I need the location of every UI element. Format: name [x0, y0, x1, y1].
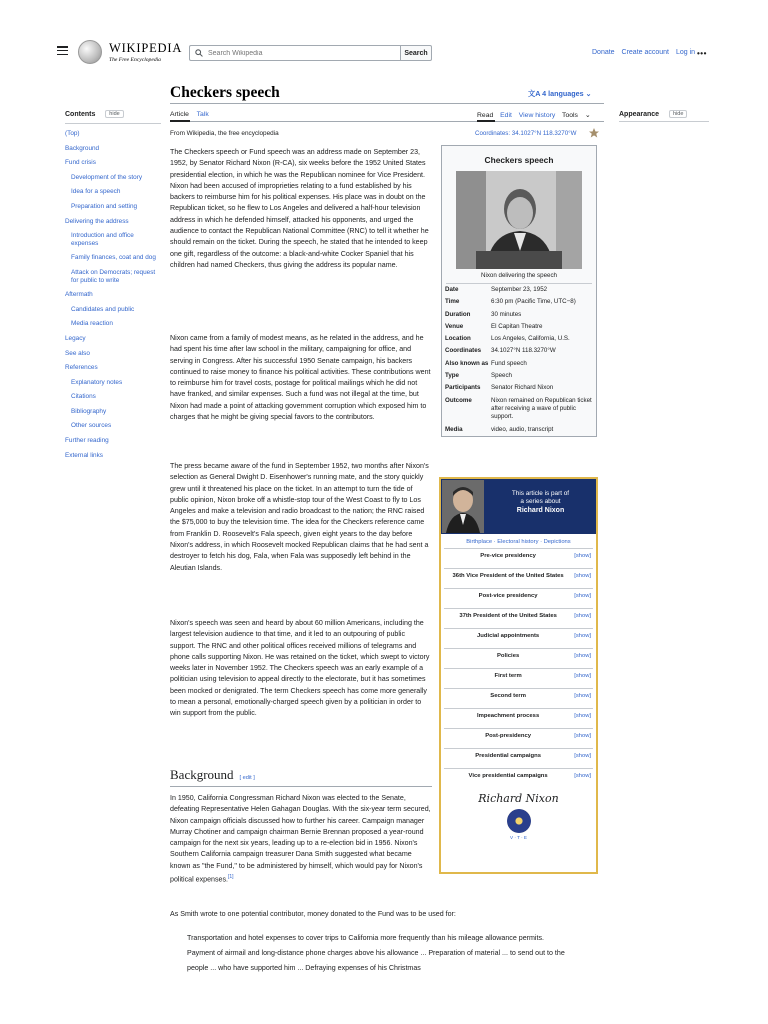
- toc-item[interactable]: Candidates and public: [71, 305, 135, 313]
- toc-item[interactable]: Preparation and setting: [71, 202, 138, 210]
- toc-item[interactable]: Legacy: [65, 334, 86, 342]
- series-row: [444, 568, 593, 588]
- infobox-row: [442, 358, 596, 370]
- toc-item[interactable]: Delivering the address: [65, 217, 129, 225]
- show-toggle-button[interactable]: [show]: [574, 673, 591, 679]
- namespace-tabs: [170, 111, 215, 118]
- toc-item[interactable]: Family finances, coat and dog: [71, 254, 156, 262]
- lead-paragraph-3: The press became aware of the fund in September 1952, two months after Nixon's selection as General Dwight D. Eisenhower's running mate, and the story quickly grew until it threatened his place on the ticket. In an attempt to turn the tide of public opinion, Nixon broke off a whistle-stop tour of the West Coast to fly to Los Angeles and make a television and radio broadcast to the nation; the RNC raised the $75,000 to buy the television time. The idea for the Checkers reference came from Franklin D. Roosevelt's Fala speech, given eight years to the day before Nixon's address, in which Roosevelt mocked Republican claims that he had sent a destroyer to fetch his dog, Fala, when Fala was supposedly left behind in the Aleutian Islands.: [170, 462, 429, 572]
- series-row-label: Presidential campaigns: [475, 753, 542, 759]
- show-toggle-button[interactable]: [show]: [574, 773, 591, 779]
- series-row: [444, 768, 593, 788]
- toc-item[interactable]: Background: [65, 144, 100, 152]
- wordmark-tagline: The Free Encyclopedia: [109, 57, 161, 63]
- toc-item[interactable]: Other sources: [71, 422, 112, 430]
- more-options-icon[interactable]: •••: [697, 49, 707, 58]
- background-text: In 1950, California Congressman Richard Nixon was elected to the Senate, defeating Representative Helen Gahagan Douglas. With the six-year term secured, Nixon campaign officials discussed how to further his career. Campaign manager Murray Chotiner and campaign chairman Bernie Brennan proposed a year-round campaign for the next six years, leading up to a re-election bid in 1956. Nixon's Southern California campaign treasurer Dana Smith suggested what became known as "the Fund," to be administered by himself, which would pay for Nixon's political expenses.: [170, 794, 431, 884]
- series-row-label: Post-vice presidency: [478, 593, 538, 599]
- citation-link[interactable]: [1]: [227, 874, 234, 881]
- infobox-rows: [442, 284, 596, 436]
- series-row-label: Pre-vice presidency: [480, 553, 536, 559]
- active-tab-indicator: [170, 120, 190, 122]
- show-toggle-button[interactable]: [show]: [574, 713, 591, 719]
- toc-list: [65, 130, 161, 459]
- toc-item[interactable]: Media reaction: [71, 320, 113, 328]
- infobox-value: 30 minutes: [491, 310, 522, 318]
- infobox-label: Duration: [445, 310, 471, 318]
- log-in-link[interactable]: Log in: [675, 49, 696, 56]
- series-name: Richard Nixon: [516, 506, 565, 514]
- section-edit-link[interactable]: [ edit ]: [239, 775, 255, 781]
- series-row: [444, 668, 593, 688]
- toc-item[interactable]: Attack on Democrats; request for public to write: [71, 268, 156, 284]
- user-links: [592, 49, 700, 56]
- presidential-seal-icon: [507, 809, 531, 833]
- show-toggle-button[interactable]: [show]: [574, 633, 591, 639]
- infobox-value: Speech: [491, 372, 512, 380]
- infobox-row: [442, 309, 596, 321]
- infobox-value: video, audio, transcript: [491, 425, 554, 433]
- translate-icon: 文A: [528, 89, 541, 98]
- show-toggle-button[interactable]: [show]: [574, 573, 591, 579]
- section-title: Background: [170, 767, 234, 782]
- infobox-value: Fund speech: [491, 359, 527, 367]
- chevron-down-icon: ⌄: [584, 112, 591, 119]
- series-row-label: First term: [494, 673, 522, 679]
- series-row-label: 37th President of the United States: [459, 613, 557, 619]
- series-line-2: a series about: [520, 498, 561, 506]
- toc-item[interactable]: Development of the story: [71, 173, 143, 181]
- lead-paragraph-1: The Checkers speech or Fund speech was an address made on September 23, 1952, by Senator Richard Nixon (R-CA), six weeks before the 1952 United States presidential election, in which he was the Republican nominee for Vice President. Nixon had been accused of improprieties relating to a fund established by his backers to reimburse him for his political expenses. His place was in doubt on the Republican ticket, so he flew to Los Angeles and delivered a half-hour television address in which he defended himself, attacked his opponents, and urged the audience to contact the Republican National Committee (RNC) to tell it whether he should remain on the ticket. During the speech, he stated that he intended to keep one gift, regardless of the outcome: a black-and-white Cocker Spaniel that his children had named Checkers, thus giving the address its popular name.: [170, 148, 429, 269]
- series-rows: [441, 548, 596, 788]
- toc-item[interactable]: Explanatory notes: [71, 378, 123, 386]
- toc-item[interactable]: Introduction and office expenses: [71, 232, 134, 247]
- site-header: [0, 34, 768, 74]
- infobox-label: Date: [445, 286, 459, 293]
- series-row-label: Vice presidential campaigns: [468, 773, 548, 779]
- series-row-label: Judicial appointments: [477, 633, 540, 639]
- nixon-photo-illustration: [456, 171, 582, 269]
- series-row: [444, 628, 593, 648]
- section-divider: [170, 786, 432, 787]
- toc-item[interactable]: External links: [65, 451, 104, 459]
- section-heading-background: [170, 767, 255, 783]
- create-account-link[interactable]: Create account: [621, 49, 670, 56]
- wikipedia-logo[interactable]: [78, 40, 102, 64]
- wordmark-title: WIKIPEDIA: [109, 41, 183, 55]
- series-sidebar: [439, 477, 598, 874]
- series-quick-links[interactable]: Birthplace · Electoral history · Depictions: [466, 539, 571, 545]
- infobox-title: Checkers speech: [484, 155, 554, 165]
- infobox-value: Nixon remained on Republican ticket after receiving a wave of public support.: [491, 396, 592, 421]
- infobox-label: Also known as: [445, 359, 489, 367]
- series-row-label: Post-presidency: [485, 733, 532, 739]
- show-toggle-button[interactable]: [show]: [574, 593, 591, 599]
- infobox-caption: Nixon delivering the speech: [446, 269, 592, 284]
- toc-item[interactable]: See also: [65, 349, 90, 357]
- infobox-value: 34.1027°N 118.3270°W: [491, 347, 556, 355]
- search-box: [189, 45, 400, 61]
- table-of-contents: [65, 110, 161, 466]
- tab-tools[interactable]: [562, 112, 595, 119]
- infobox-row: [442, 382, 596, 394]
- tab-read[interactable]: Read: [477, 112, 494, 119]
- toc-item[interactable]: Further reading: [65, 437, 109, 445]
- infobox-row: [442, 345, 596, 357]
- toc-item[interactable]: Bibliography: [71, 407, 107, 415]
- search-input[interactable]: [208, 50, 358, 57]
- infobox-row: [442, 424, 596, 436]
- tab-view-history[interactable]: View history: [518, 112, 556, 119]
- fund-paragraph: As Smith wrote to one potential contributor, money donated to the Fund was to be used for:: [170, 910, 456, 918]
- infobox-value: Senator Richard Nixon: [491, 384, 554, 392]
- title-divider: [170, 103, 604, 104]
- language-count: 4 languages: [542, 89, 584, 98]
- infobox-value: El Capitan Theatre: [491, 322, 543, 330]
- series-line-1: This article is part of: [511, 490, 570, 497]
- infobox-row: [442, 370, 596, 382]
- infobox-value: Los Angeles, California, U.S.: [491, 335, 570, 343]
- toc-hide-button[interactable]: hide: [105, 110, 123, 118]
- infobox-label: Location: [445, 335, 471, 343]
- infobox-value: 6:30 pm (Pacific Time, UTC−8): [491, 298, 576, 306]
- nixon-signature: Richard Nixon: [478, 792, 559, 805]
- toc-item[interactable]: (Top): [65, 130, 80, 137]
- tabs-divider: [170, 121, 604, 122]
- series-row: [444, 748, 593, 768]
- toc-title: Contents: [65, 110, 96, 118]
- infobox-photo[interactable]: [456, 171, 582, 269]
- show-toggle-button[interactable]: [show]: [574, 613, 591, 619]
- blockquote: Transportation and hotel expenses to cover trips to California more frequently than his mileage allowance permits. Payment of airmail and long-distance phone charges above his allowance ... Preparation of material ... to send out to the people ... who have supported him ... Defraying expenses of his Christmas: [187, 934, 565, 973]
- featured-star-icon: [588, 127, 600, 139]
- infobox-label: Outcome: [445, 396, 472, 404]
- toc-divider: [65, 123, 161, 124]
- series-row: [444, 728, 593, 748]
- tab-article[interactable]: Article: [170, 111, 189, 118]
- series-row: [444, 708, 593, 728]
- infobox-row: [442, 395, 596, 424]
- series-row-label: Second term: [490, 693, 526, 699]
- appearance-panel: [619, 110, 687, 118]
- appearance-hide-button[interactable]: hide: [669, 110, 687, 118]
- infobox-label: Media: [445, 425, 463, 433]
- search-form: [189, 45, 432, 61]
- series-row: [444, 588, 593, 608]
- toc-heading: [65, 110, 161, 118]
- infobox: [441, 145, 597, 437]
- appearance-divider: [619, 121, 709, 122]
- lead-paragraph-2: Nixon came from a family of modest means, as he related in the address, and he had spent his time after law school in the military, campaigning for office, and serving in Congress. After his successful 1950 Senate campaign, his backers continued to raise money to finance his political activities. These contributions went to reimburse him for travel costs, postage for political mailings which he did not have franked, and similar expenses. Such a fund was not illegal at the time, but Nixon had made a point of attacking government corruption which exposed him to charges that he might be giving special favors to the contributors.: [170, 334, 431, 422]
- show-toggle-button[interactable]: [show]: [574, 733, 591, 739]
- coordinates-link[interactable]: Coordinates: 34.1027°N 118.3270°W: [475, 130, 577, 137]
- infobox-value: September 23, 1952: [491, 286, 548, 293]
- series-row: [444, 688, 593, 708]
- portrait-illustration: [442, 480, 484, 533]
- tab-talk[interactable]: Talk: [196, 111, 209, 118]
- series-row-label: Impeachment process: [477, 713, 540, 719]
- toc-item[interactable]: Fund crisis: [65, 159, 96, 167]
- tagline: From Wikipedia, the free encyclopedia: [170, 130, 279, 137]
- infobox-row: [442, 284, 596, 296]
- view-tabs: [477, 111, 601, 119]
- search-icon: [195, 49, 203, 57]
- infobox-label: Coordinates: [445, 347, 482, 355]
- tab-edit[interactable]: Edit: [500, 112, 512, 119]
- vte-links[interactable]: V · T · E: [510, 835, 527, 840]
- show-toggle-button[interactable]: [show]: [574, 553, 591, 559]
- toc-item[interactable]: Citations: [71, 393, 96, 401]
- infobox-row: [442, 333, 596, 345]
- main-menu-icon[interactable]: [57, 46, 68, 55]
- series-row: [444, 648, 593, 668]
- infobox-label: Venue: [445, 322, 464, 330]
- chevron-down-icon: ⌄: [585, 89, 592, 98]
- infobox-label: Time: [445, 298, 460, 306]
- toc-item[interactable]: Aftermath: [65, 291, 93, 299]
- show-toggle-button[interactable]: [show]: [574, 753, 591, 759]
- infobox-row: [442, 321, 596, 333]
- show-toggle-button[interactable]: [show]: [574, 693, 591, 699]
- appearance-title: Appearance: [619, 110, 660, 118]
- tools-label: Tools: [562, 112, 578, 119]
- search-button[interactable]: Search: [400, 45, 432, 61]
- series-row-label: Policies: [496, 653, 520, 659]
- wikipedia-wordmark[interactable]: [109, 41, 182, 63]
- infobox-row: [442, 296, 596, 308]
- language-button[interactable]: [528, 89, 592, 99]
- show-toggle-button[interactable]: [show]: [574, 653, 591, 659]
- series-row-label: 36th Vice President of the United States: [452, 573, 564, 579]
- lead-paragraph-4: Nixon's speech was seen and heard by about 60 million Americans, including the largest television audience to that time, and it led to an outpouring of public support. The RNC and other political offices received millions of telegrams and phone calls supporting Nixon. He was retained on the ticket, which swept to victory weeks later in November 1952. The Checkers speech was an early example of a politician using television to appeal directly to the electorate, but it has sometimes been mocked or denigrated. The term Checkers speech has come more generally to mean a personal, emotionally-charged speech given by a politician in order to win support from the public.: [170, 619, 430, 718]
- toc-item[interactable]: References: [65, 364, 98, 372]
- infobox-label: Type: [445, 372, 459, 380]
- nixon-portrait[interactable]: [442, 480, 484, 533]
- series-row: [444, 608, 593, 628]
- background-paragraph: [170, 793, 432, 886]
- series-heading: [485, 479, 596, 534]
- series-header: [441, 479, 596, 534]
- toc-item[interactable]: Idea for a speech: [71, 188, 121, 196]
- active-tab-indicator: [477, 120, 495, 122]
- page-title: Checkers speech: [170, 84, 280, 101]
- series-row: [444, 548, 593, 568]
- donate-link[interactable]: Donate: [592, 49, 615, 56]
- infobox-label: Participants: [445, 384, 481, 392]
